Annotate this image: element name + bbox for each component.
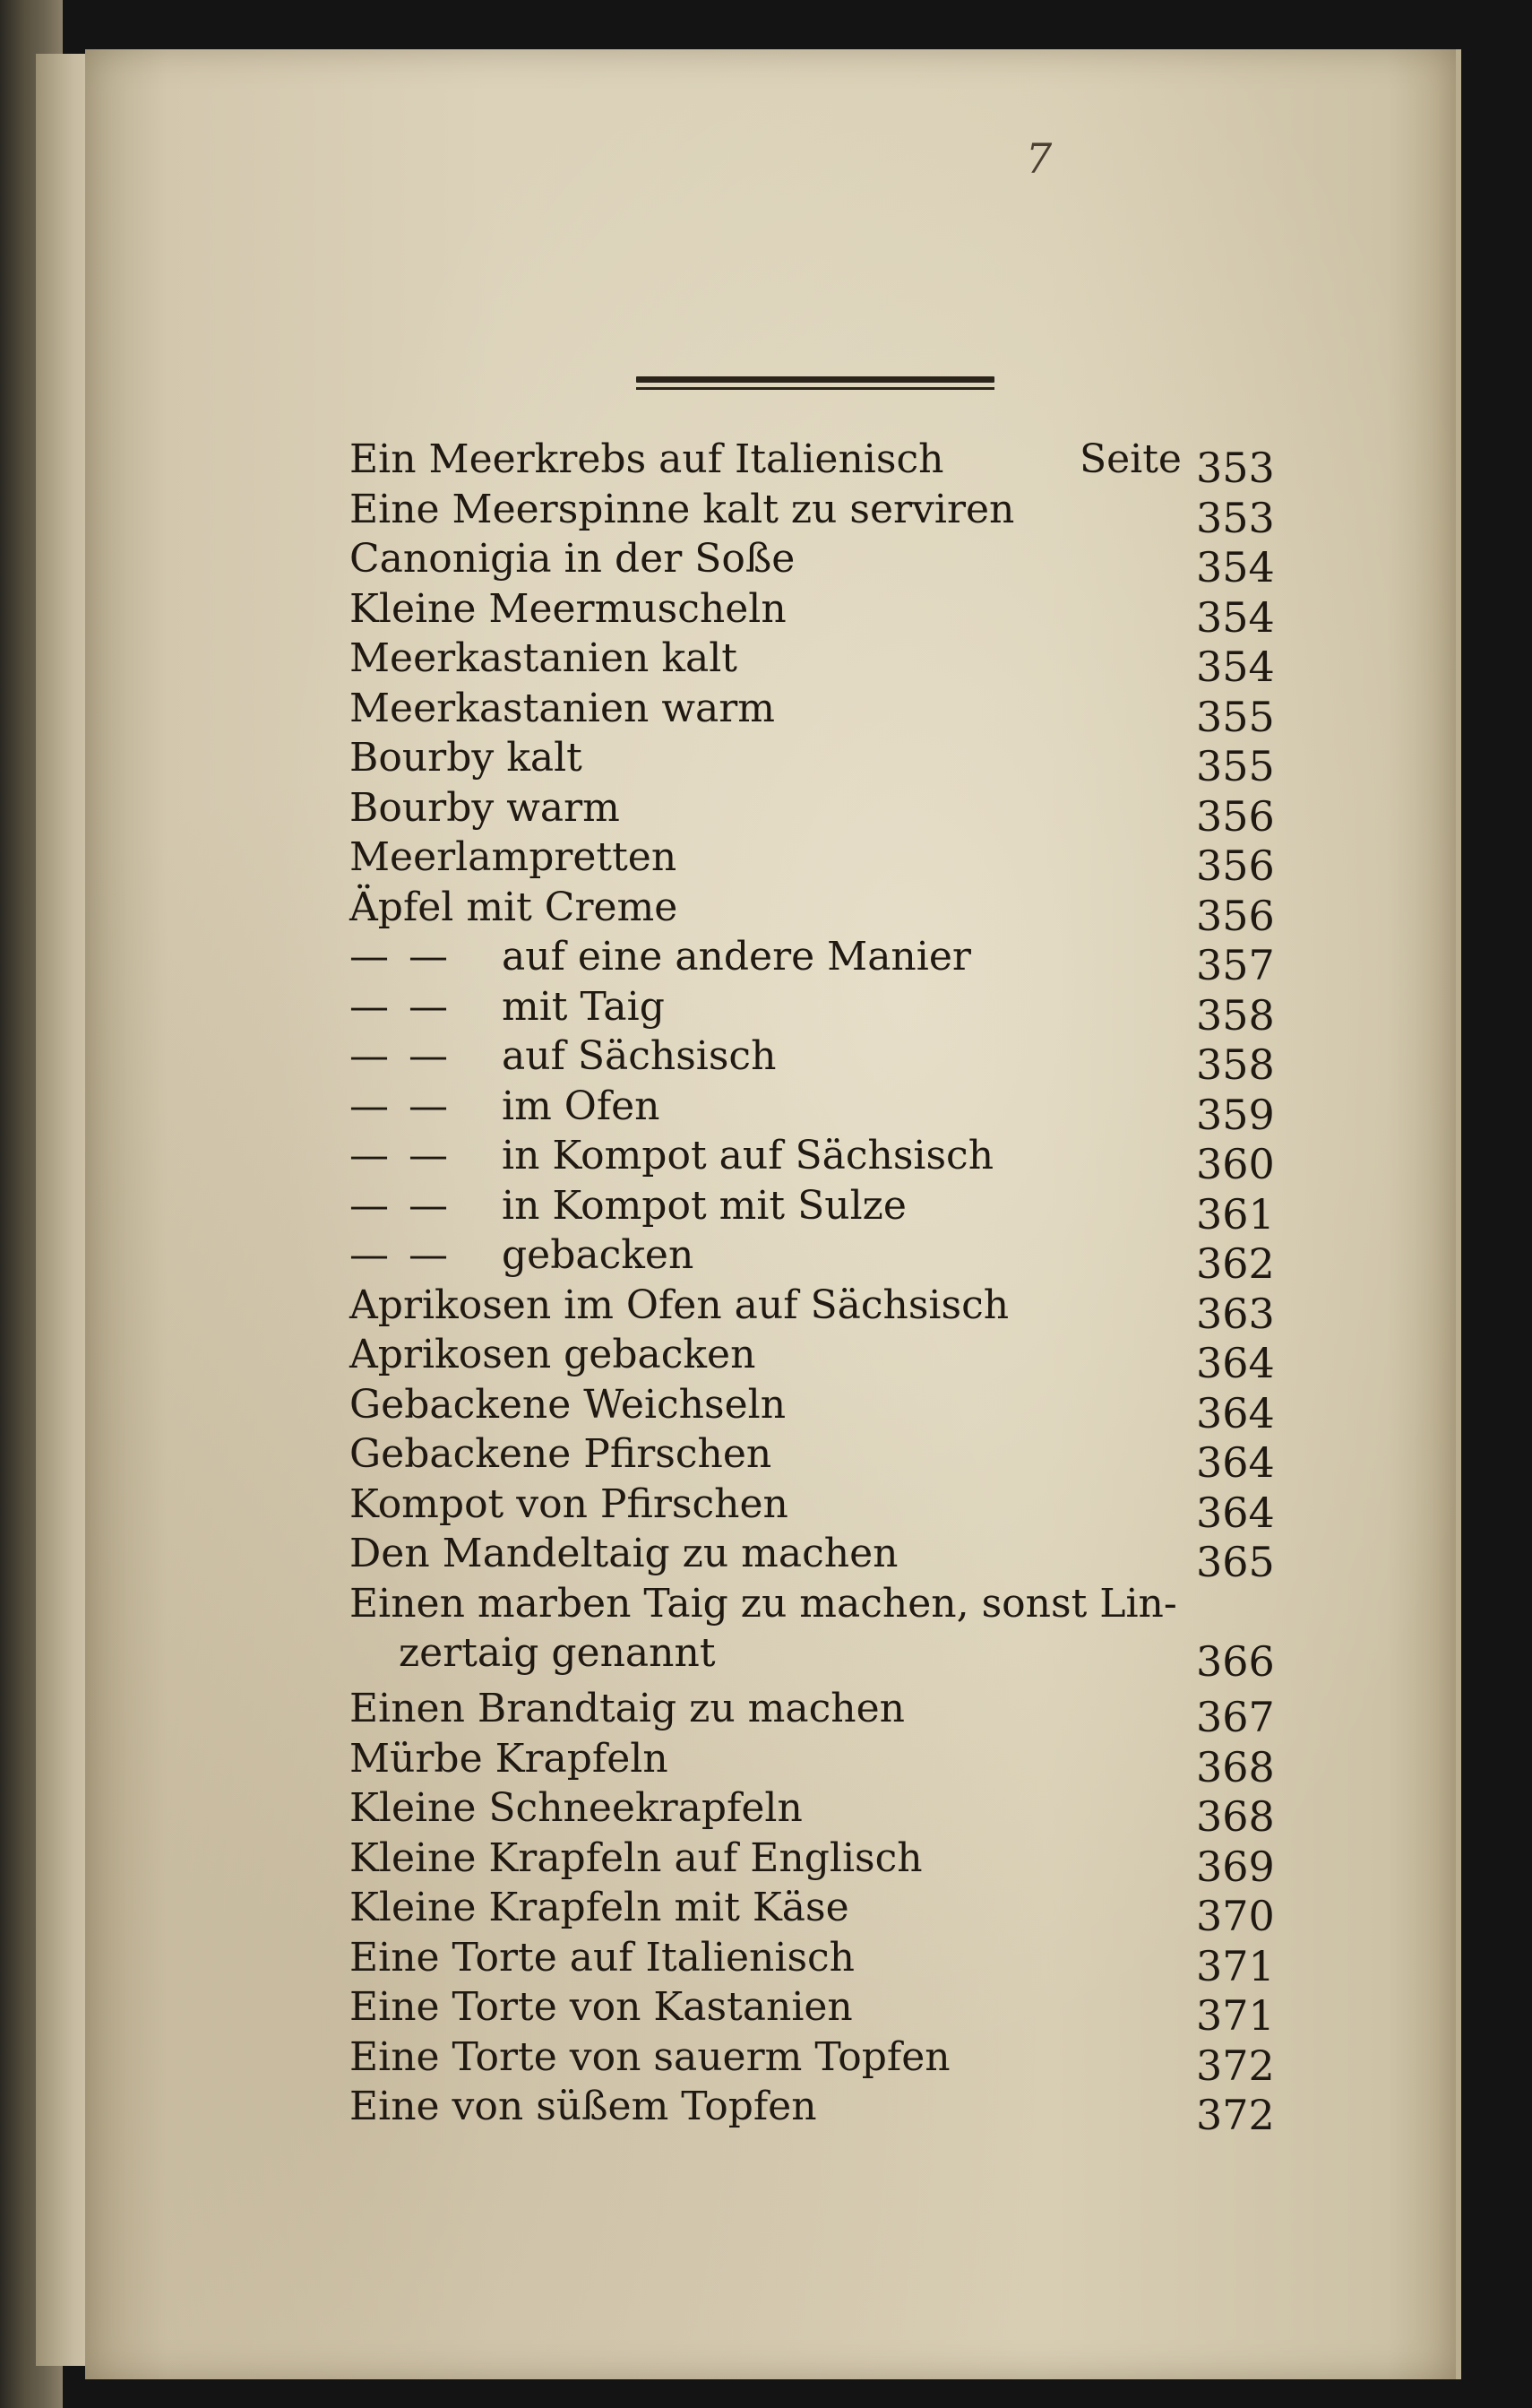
toc-entry: [349, 982, 1290, 1040]
toc-entry: [349, 733, 1290, 790]
toc-entry: [349, 1330, 1290, 1387]
toc-entry-page: 359: [1196, 1090, 1275, 1139]
toc-entry-title: [349, 1082, 660, 1131]
toc-entry-title: Äpfel mit Creme: [349, 884, 678, 930]
toc-entry-title-continued: zertaig genannt: [399, 1630, 716, 1676]
toc-entry: [349, 1181, 1290, 1239]
toc-entry-title: [349, 982, 665, 1031]
toc-entry-title: Bourby kalt: [349, 735, 582, 781]
toc-entry-continuation: [349, 1628, 1290, 1684]
toc-entry-page: 354: [1196, 543, 1275, 591]
toc-entry-title: Einen Brandtaig zu machen: [349, 1686, 905, 1731]
toc-entry: [349, 435, 1290, 492]
toc-entry-page: 371: [1196, 1941, 1275, 1990]
book-page: [85, 49, 1461, 2379]
seite-label: Seite: [1080, 436, 1182, 482]
toc-entry-page: 356: [1196, 891, 1275, 940]
toc-entry: [349, 1933, 1290, 1990]
toc-entry-title: Gebackene Pfirschen: [349, 1431, 772, 1477]
toc-entry-title: [349, 932, 971, 981]
toc-entry: [349, 1783, 1290, 1841]
toc-entry-page: 371: [1196, 1991, 1275, 2040]
toc-entry: [349, 1579, 1290, 1629]
toc-entry-title: Mürbe Krapfeln: [349, 1735, 668, 1782]
toc-entry-text: in Kompot auf Sächsisch: [502, 1133, 994, 1178]
toc-entry: [349, 1429, 1290, 1487]
toc-entry-page: 364: [1196, 1438, 1275, 1487]
toc-entry: [349, 1684, 1290, 1741]
ditto-dash: — —: [349, 1083, 452, 1129]
ditto-dash: — —: [349, 1182, 452, 1229]
toc-entry-title: [349, 1230, 693, 1280]
toc-entry: [349, 1529, 1290, 1586]
toc-entry: [349, 634, 1290, 691]
toc-entry-title: Eine Meerspinne kalt zu serviren: [349, 486, 1015, 532]
table-of-contents: [349, 435, 1290, 2139]
toc-entry-page: 353: [1196, 493, 1275, 542]
toc-entry-text: in Kompot mit Sulze: [502, 1182, 907, 1229]
ditto-dash: — —: [349, 1232, 452, 1278]
toc-entry-page: 358: [1196, 1040, 1275, 1089]
toc-entry: [349, 534, 1290, 591]
toc-entry-title: Aprikosen im Ofen auf Sächsisch: [349, 1282, 1010, 1328]
toc-entry-page: 358: [1196, 990, 1275, 1040]
toc-entry-page: 370: [1196, 1892, 1275, 1940]
toc-entry-page: 356: [1196, 791, 1275, 841]
toc-entry-title: Aprikosen gebacken: [349, 1332, 756, 1377]
ornament-rule: [636, 376, 994, 383]
toc-entry-page: 372: [1196, 2041, 1275, 2090]
toc-entry: [349, 1982, 1290, 2040]
toc-entry-page: 361: [1196, 1189, 1275, 1239]
toc-entry: [349, 584, 1290, 642]
toc-entry-page: 355: [1196, 742, 1275, 790]
toc-entry-page: 372: [1196, 2091, 1275, 2139]
toc-entry-page: 365: [1196, 1538, 1275, 1586]
toc-entry-title: Bourby warm: [349, 784, 620, 831]
ditto-dash: — —: [349, 1133, 452, 1178]
toc-entry: [349, 1131, 1290, 1188]
toc-entry-title: Kleine Krapfeln mit Käse: [349, 1885, 849, 1930]
toc-entry-page: 354: [1196, 592, 1275, 642]
toc-entry-title: Einen marben Taig zu machen, sonst Lin-: [349, 1580, 1177, 1627]
toc-entry: [349, 932, 1290, 989]
toc-entry-text: mit Taig: [502, 983, 665, 1030]
toc-entry-page: 357: [1196, 941, 1275, 989]
toc-entry-title: Eine Torte von sauerm Topfen: [349, 2033, 951, 2080]
toc-entry-title: Meerkastanien kalt: [349, 635, 737, 681]
toc-entry-title: Meerkastanien warm: [349, 685, 775, 731]
toc-entry: [349, 1031, 1290, 1089]
toc-entry-page: 353: [1196, 444, 1275, 492]
toc-entry: [349, 1230, 1290, 1288]
toc-entry-title: Gebackene Weichseln: [349, 1381, 787, 1428]
toc-entry-text: gebacken: [502, 1232, 694, 1278]
toc-entry-title: Den Mandeltaig zu machen: [349, 1531, 899, 1576]
toc-entry-title: Kleine Schneekrapfeln: [349, 1785, 803, 1831]
ditto-dash: — —: [349, 1033, 452, 1079]
toc-entry: [349, 1883, 1290, 1940]
toc-entry-text: im Ofen: [502, 1083, 660, 1129]
toc-entry: [349, 783, 1290, 841]
toc-entry: [349, 1734, 1290, 1791]
toc-entry-title: Kleine Meermuscheln: [349, 585, 787, 632]
toc-entry-title: Canonigia in der Soße: [349, 536, 796, 582]
toc-entry-page: 364: [1196, 1488, 1275, 1537]
toc-entry-page: 363: [1196, 1289, 1275, 1338]
toc-entry-text: auf Sächsisch: [502, 1033, 777, 1079]
toc-entry-page: 354: [1196, 643, 1275, 691]
toc-entry-page: 356: [1196, 842, 1275, 890]
ditto-dash: — —: [349, 983, 452, 1030]
toc-entry-title: Eine Torte auf Italienisch: [349, 1934, 856, 1981]
toc-entry-title: Ein Meerkrebs auf Italienisch: [349, 436, 944, 482]
toc-entry-page: 366: [1196, 1637, 1275, 1686]
handwritten-page-mark: 7: [1026, 134, 1053, 183]
toc-entry-title: Kompot von Pfirschen: [349, 1480, 788, 1527]
toc-entry: [349, 833, 1290, 890]
ditto-dash: — —: [349, 934, 452, 980]
toc-entry-page: 362: [1196, 1239, 1275, 1288]
toc-entry: [349, 485, 1290, 542]
toc-entry: [349, 883, 1290, 940]
toc-entry-page: 364: [1196, 1388, 1275, 1437]
toc-entry-title: [349, 1181, 907, 1230]
toc-entry-title: [349, 1031, 776, 1081]
toc-entry-page: 360: [1196, 1140, 1275, 1188]
toc-entry: [349, 684, 1290, 741]
toc-entry-page: 355: [1196, 692, 1275, 741]
toc-entry: [349, 1380, 1290, 1437]
toc-entry-title: [349, 1131, 994, 1180]
toc-entry: [349, 1834, 1290, 1891]
toc-entry-page: 368: [1196, 1742, 1275, 1791]
toc-entry-page: 368: [1196, 1792, 1275, 1841]
toc-entry-title: Eine Torte von Kastanien: [349, 1984, 853, 2030]
toc-entry: [349, 2033, 1290, 2090]
toc-entry-page: 364: [1196, 1339, 1275, 1387]
toc-entry: [349, 1082, 1290, 1139]
toc-entry: [349, 1480, 1290, 1537]
toc-entry-text: auf eine andere Manier: [502, 934, 971, 980]
toc-entry-title: Meerlampretten: [349, 834, 677, 880]
toc-entry-title: Kleine Krapfeln auf Englisch: [349, 1834, 923, 1881]
toc-entry-page: 369: [1196, 1842, 1275, 1891]
toc-entry: [349, 1281, 1290, 1338]
toc-entry-title: Eine von süßem Topfen: [349, 2084, 817, 2129]
toc-entry-page: 367: [1196, 1693, 1275, 1741]
toc-entry: [349, 2082, 1290, 2139]
